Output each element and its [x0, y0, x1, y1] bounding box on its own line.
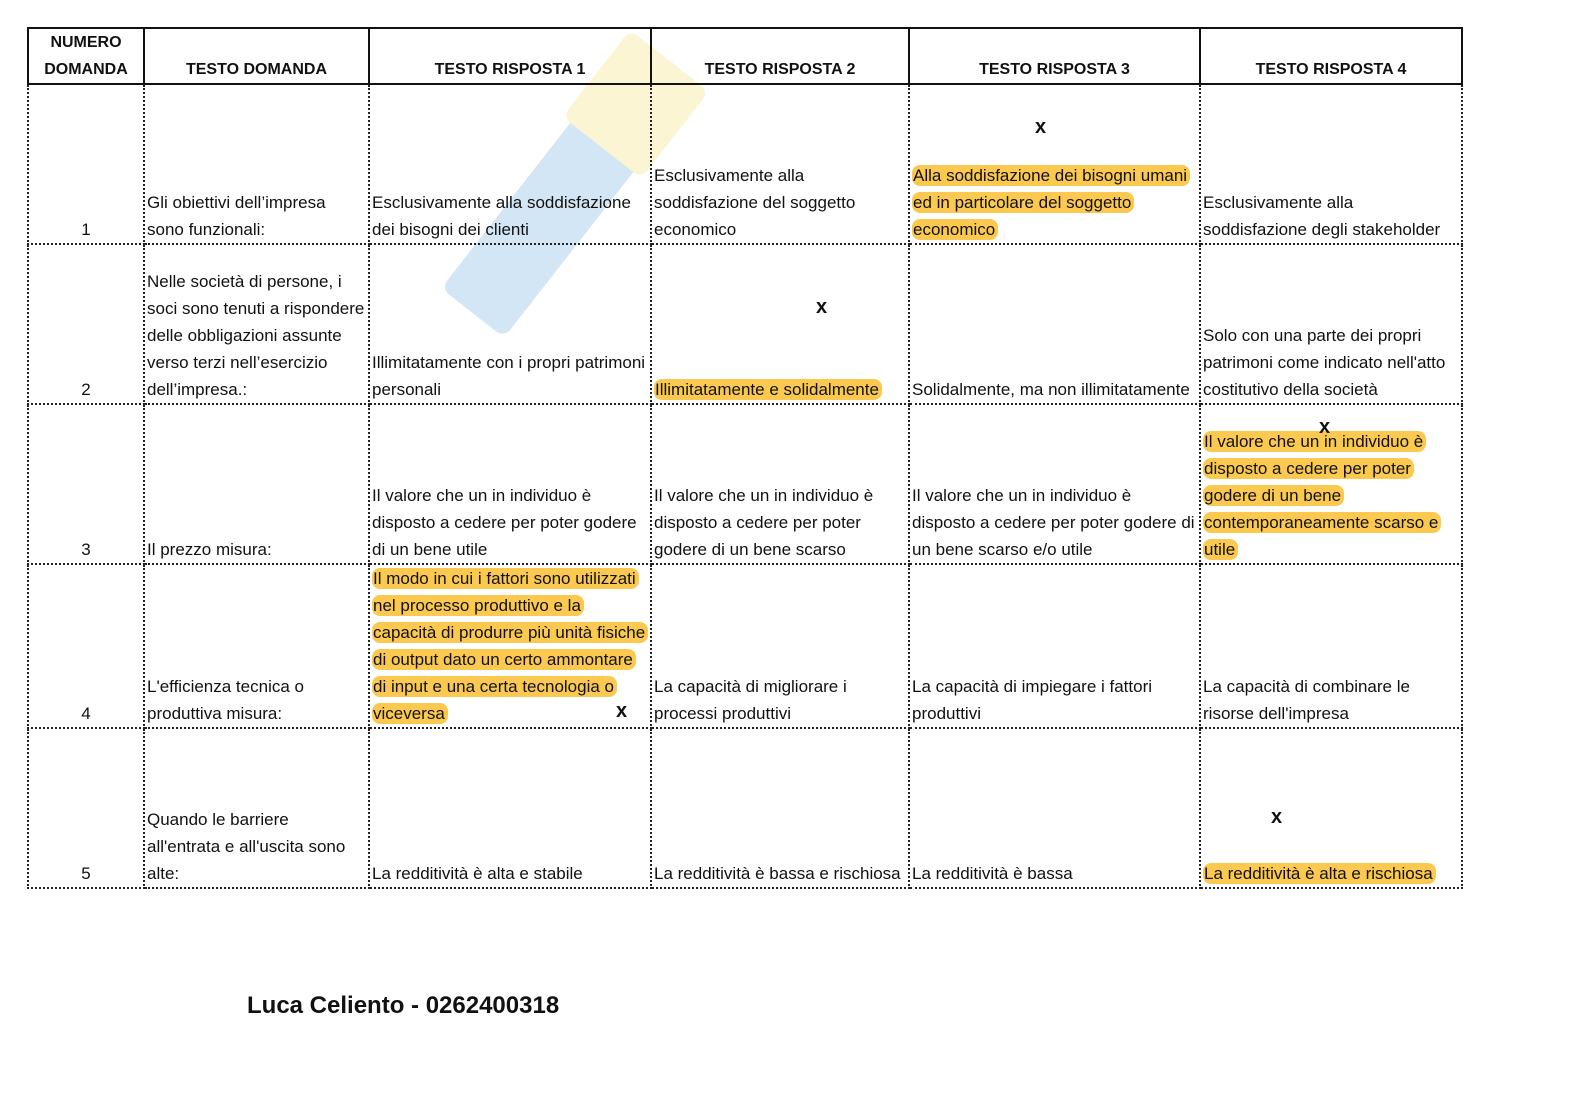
header-row [28, 28, 1462, 84]
answer-cell-4 [1200, 404, 1462, 564]
correct-answer-highlight: Il valore che un in individuo è disposto a cedere per poter godere di un bene contemporaneamente scarso e utile [1203, 431, 1441, 560]
author-signature: Luca Celiento - 0262400318 [247, 992, 560, 1019]
question-row [28, 84, 1462, 244]
answer-cell-3 [909, 244, 1200, 404]
correct-answer-highlight: La redditività è alta e rischiosa [1203, 863, 1436, 884]
question-text-label: Gli obiettivi dell’impresa sono funzionali: [147, 193, 326, 239]
correct-answer-mark: x [1271, 806, 1283, 828]
question-number: 1 [28, 84, 144, 244]
answer-cell-4 [1200, 728, 1462, 888]
header-testo-domanda: TESTO DOMANDA [144, 28, 369, 84]
header-risposta-2: TESTO RISPOSTA 2 [651, 28, 909, 84]
question-row [28, 728, 1462, 888]
header-risposta-4: TESTO RISPOSTA 4 [1200, 28, 1462, 84]
answer-cell-4 [1200, 244, 1462, 404]
question-text [144, 244, 369, 404]
answer-text: La redditività è bassa e rischiosa [654, 864, 901, 883]
answer-text: La capacità di combinare le risorse dell'impresa [1203, 677, 1410, 723]
answer-cell-2 [651, 244, 909, 404]
question-text [144, 84, 369, 244]
header-risposta-1: TESTO RISPOSTA 1 [369, 28, 651, 84]
question-text-label: Quando le barriere all'entrata e all'uscita sono alte: [147, 810, 346, 883]
answer-cell-4 [1200, 564, 1462, 728]
answer-text: Il valore che un in individuo è disposto a cedere per poter godere di un bene utile [372, 486, 637, 559]
answer-text: Esclusivamente alla soddisfazione degli stakeholder [1203, 193, 1441, 239]
question-text [144, 564, 369, 728]
answer-cell-1 [369, 404, 651, 564]
correct-answer-mark: x [1319, 416, 1331, 438]
answer-cell-1 [369, 728, 651, 888]
question-number: 2 [28, 244, 144, 404]
question-row [28, 244, 1462, 404]
answer-cell-3 [909, 404, 1200, 564]
answer-cell-1 [369, 244, 651, 404]
answer-text: Esclusivamente alla soddisfazione del soggetto economico [654, 166, 856, 239]
question-row [28, 564, 1462, 728]
answer-cell-4 [1200, 84, 1462, 244]
answer-text: Il valore che un in individuo è disposto a cedere per poter godere di un bene scarso e/o utile [912, 486, 1195, 559]
question-text [144, 728, 369, 888]
answer-text: La redditività è bassa [912, 864, 1073, 883]
answer-text: Esclusivamente alla soddisfazione dei bisogni dei clienti [372, 193, 631, 239]
answer-text: Solidalmente, ma non illimitatamente [912, 380, 1190, 399]
answer-cell-3 [909, 564, 1200, 728]
correct-answer-mark: x [1035, 116, 1047, 138]
question-text [144, 404, 369, 564]
answer-cell-2 [651, 84, 909, 244]
question-number: 3 [28, 404, 144, 564]
question-text-label: L'efficienza tecnica o produttiva misura: [147, 677, 304, 723]
answer-cell-3 [909, 84, 1200, 244]
correct-answer-highlight: Illimitatamente e solidalmente [654, 379, 882, 400]
header-risposta-3: TESTO RISPOSTA 3 [909, 28, 1200, 84]
answer-text: La capacità di migliorare i processi produttivi [654, 677, 847, 723]
answer-cell-2 [651, 564, 909, 728]
question-number: 5 [28, 728, 144, 888]
question-number: 4 [28, 564, 144, 728]
answer-cell-2 [651, 404, 909, 564]
question-row [28, 404, 1462, 564]
answer-cell-1 [369, 84, 651, 244]
answer-text: La capacità di impiegare i fattori produttivi [912, 677, 1153, 723]
answer-text: Solo con una parte dei propri patrimoni come indicato nell'atto costitutivo della società [1203, 326, 1446, 399]
correct-answer-highlight: Il modo in cui i fattori sono utilizzati nel processo produttivo e la capacità di produrre più unità fisiche di output dato un certo ammontare di input e una certa tecnologia o viceversa [372, 568, 648, 724]
question-text-label: Nelle società di persone, i soci sono tenuti a rispondere delle obbligazioni assunte verso terzi nell’esercizio dell’impresa.: [147, 272, 365, 399]
answer-text: Illimitatamente con i propri patrimoni personali [372, 353, 646, 399]
question-text-label: Il prezzo misura: [147, 540, 272, 559]
answer-text: La redditività è alta e stabile [372, 864, 583, 883]
correct-answer-mark: x [816, 296, 828, 318]
answer-text: Il valore che un in individuo è disposto a cedere per poter godere di un bene scarso [654, 486, 874, 559]
correct-answer-mark: x [616, 700, 628, 722]
correct-answer-highlight: Alla soddisfazione dei bisogni umani ed in particolare del soggetto economico [912, 165, 1190, 240]
header-numero-domanda: NUMERO DOMANDA [28, 28, 144, 84]
answer-cell-3 [909, 728, 1200, 888]
quiz-table [27, 27, 1463, 889]
answer-cell-1 [369, 564, 651, 728]
answer-cell-2 [651, 728, 909, 888]
